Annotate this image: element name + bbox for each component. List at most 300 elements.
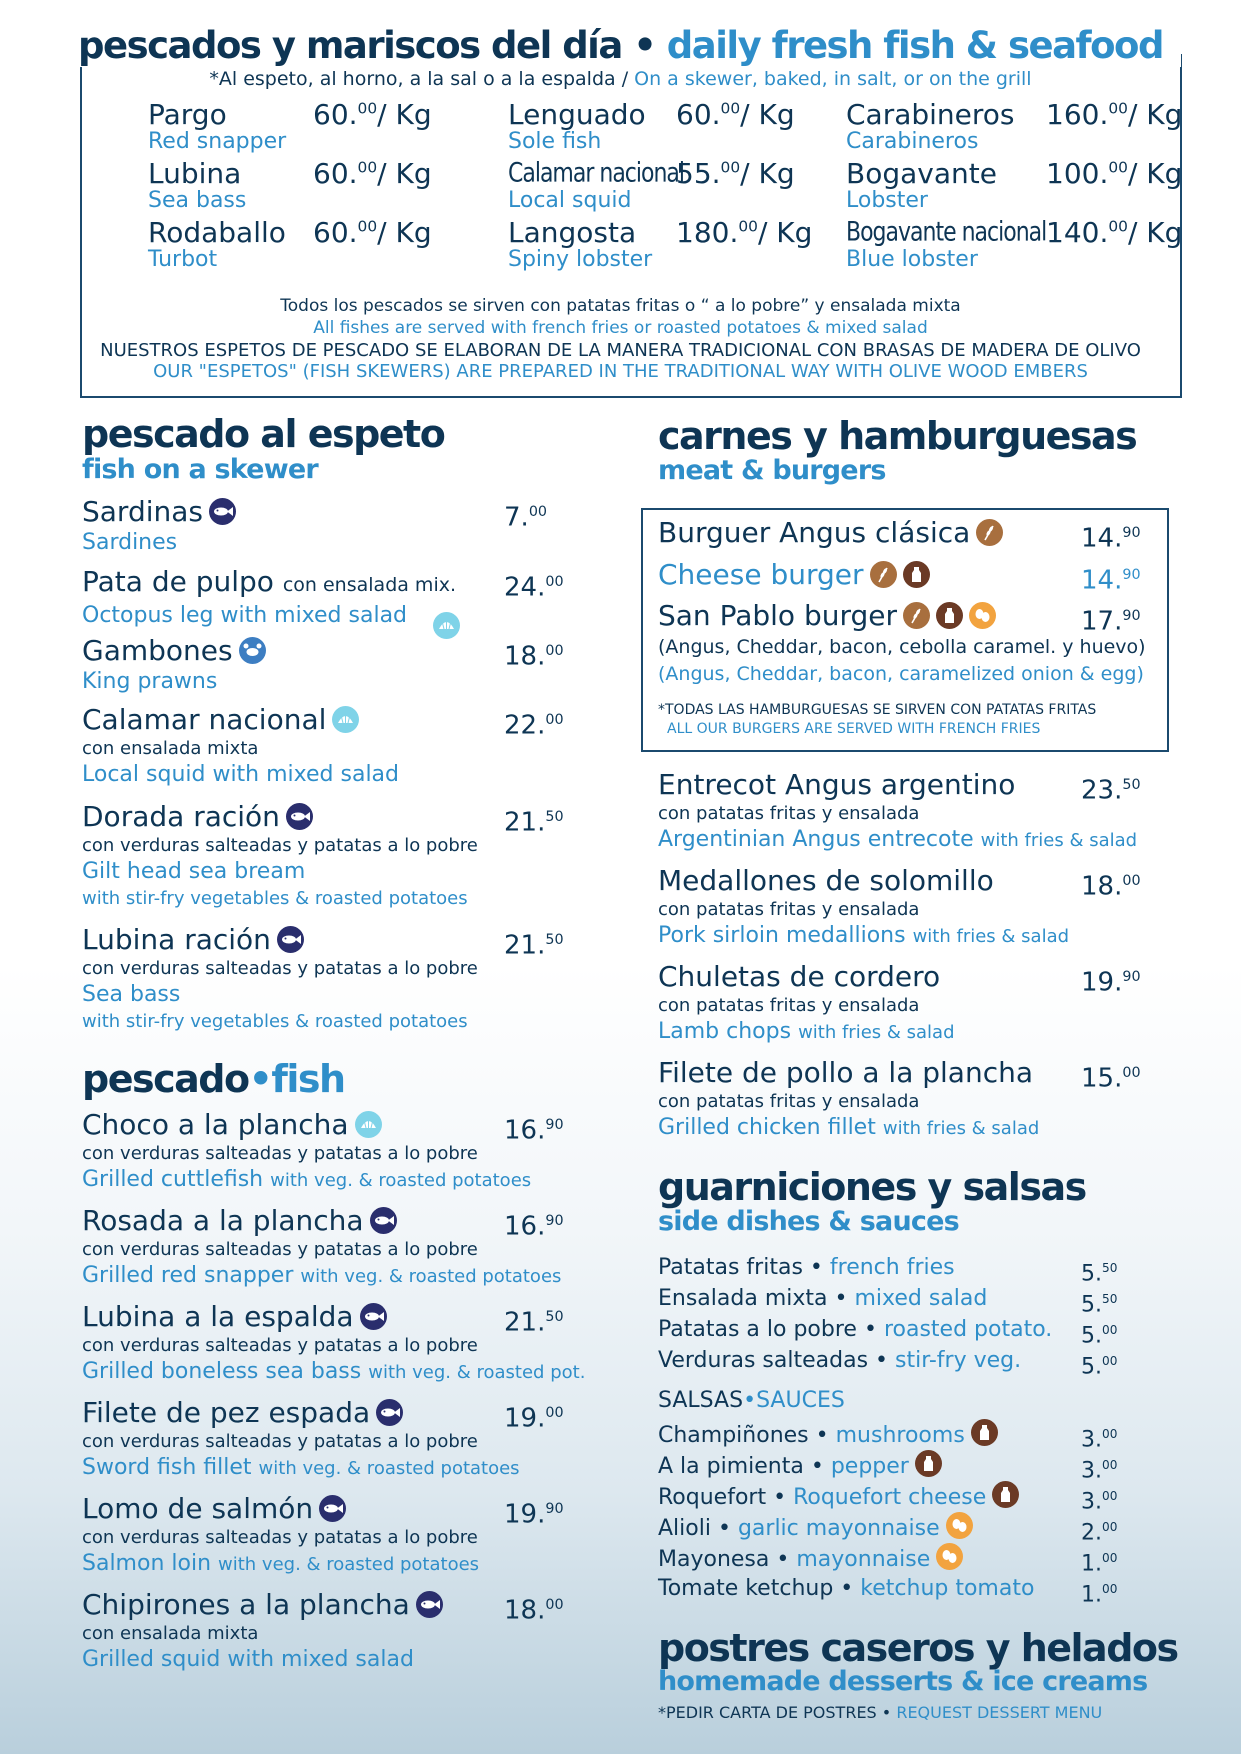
price-unit: / Kg [377,157,432,190]
title-es: pescados y mariscos del día [78,24,622,67]
daily-fish-item [846,98,1186,154]
item-en: mayonnaise [796,1547,931,1572]
fish-allergen-icon [277,926,304,953]
price-per-kg [1046,98,1182,131]
separator: • [840,1576,854,1601]
dish-en: Grilled red snapper [82,1263,294,1288]
fish-allergen-icon [416,1591,443,1618]
meat-desc-es: con patatas fritas y ensalada [658,803,920,824]
price-per-kg [1046,157,1182,190]
price-cents: 00 [545,1405,564,1421]
dish-item [82,634,602,695]
separator: • [776,1547,790,1572]
fish-allergen-icon [319,1495,346,1522]
price-cents: 00 [357,158,378,177]
burger-item [658,516,1178,554]
price-cents: 00 [720,158,741,177]
separator: • [773,1485,787,1510]
price-cents: 50 [1122,777,1141,793]
price-amount: 5. [1081,1261,1102,1287]
price [1081,558,1141,598]
gluten-allergen-icon [903,602,930,629]
price-amount: 16. [504,1211,546,1242]
meat-item [658,1056,1178,1142]
price-amount: 7. [504,502,529,533]
dish-en: Sword fish fillet [82,1455,252,1480]
daily-fish-item [508,216,848,272]
dish-en-detail: with veg. & roasted pot. [368,1362,586,1383]
price-cents: 00 [1108,217,1128,236]
daily-fish-item [846,216,1186,272]
dish-name-es: Lomo de salmón [82,1492,314,1525]
price-cents: 90 [1122,969,1141,985]
burger-name-text: Burguer Angus clásica [658,516,971,549]
salsas-heading [658,1388,845,1413]
meat-name-en [658,1114,1178,1142]
fish-name-en: Turbot [148,247,218,272]
dish-en: Grilled boneless sea bass [82,1359,362,1384]
fish-name-en: Lobster [846,188,928,213]
espeto-subheading: fish on a skewer [82,454,318,485]
item-es: Mayonesa [658,1547,770,1572]
price-unit: / Kg [1127,216,1183,249]
burger-item [658,558,1178,596]
dish-item [82,1108,602,1194]
sauce-item [658,1574,1178,1608]
side-item [658,1315,1178,1349]
carnes-heading: carnes y hamburguesas [658,414,1137,458]
price-cents: 50 [1102,1261,1118,1275]
price [1081,1056,1141,1096]
daily-fish-item [148,216,488,272]
price-cents: 00 [545,712,564,728]
fish-name-en: Red snapper [148,129,287,154]
item-es: Ensalada mixta [658,1286,828,1311]
fish-name-es: Bogavante nacional [846,217,1047,248]
egg-allergen-icon [936,1543,963,1570]
dish-name-es: Sardinas [82,495,203,528]
dish-item [82,1300,602,1386]
price [504,1300,564,1340]
meat-name-en [658,826,1178,854]
meat-item [658,768,1178,854]
dish-en-detail: with veg. & roasted potatoes [270,1170,532,1191]
price-cents: 00 [357,99,378,118]
sanpablo-desc-en: (Angus, Cheddar, bacon, caramelized onion & egg) [658,663,1144,685]
side-item [658,1346,1178,1380]
item-en: garlic mayonnaise [737,1516,940,1541]
price [1081,1574,1117,1610]
crab-allergen-icon [239,637,266,664]
dish-desc-es: con verduras salteadas y patatas a lo pobre [82,1527,478,1548]
sub-es: *Al espeto, al horno, a la sal o a la espalda / [209,68,629,90]
item-en: french fries [829,1255,955,1280]
item-en: mixed salad [854,1286,988,1311]
daily-fish-item [508,157,848,213]
dish-desc-en: with stir-fry vegetables & roasted potatoes [82,1011,468,1032]
daily-fish-item [508,98,848,154]
price-cents: 50 [545,809,564,825]
dish-desc-es: con verduras salteadas y patatas a lo pobre [82,1239,478,1260]
dish-name-en: King prawns [82,669,218,694]
dish-desc-es: con verduras salteadas y patatas a lo pobre [82,1335,478,1356]
gluten-allergen-icon [870,561,897,588]
milk-allergen-icon [971,1419,998,1446]
dish-desc-es: con verduras salteadas y patatas a lo pobre [82,1431,478,1452]
milk-allergen-icon [915,1450,942,1477]
price-unit: / Kg [740,157,795,190]
price-amount: 23. [1081,775,1123,806]
sub-en: On a skewer, baked, in salt, or on the grill [634,68,1032,90]
meat-en-detail: with fries & salad [882,1118,1040,1139]
meat-en-detail: with fries & salad [912,926,1070,947]
meat-en: Argentinian Angus entrecote [658,827,974,852]
price-per-kg [676,98,795,131]
price-cents: 90 [545,1213,564,1229]
dish-name-es: Calamar nacional [82,703,327,736]
burger-note-en: ALL OUR BURGERS ARE SERVED WITH FRENCH FRIES [667,721,1041,737]
price [504,703,564,743]
price [1081,960,1141,1000]
dish-name-es: Pata de pulpo [82,565,274,598]
dish-name-en [82,1262,602,1290]
price-cents: 50 [1102,1292,1118,1306]
dish-name-es: Lubina a la espalda [82,1300,354,1333]
price [504,1396,564,1436]
item-en: Roquefort cheese [793,1485,987,1510]
price-amount: 5. [1081,1323,1102,1349]
price-amount: 16. [504,1115,546,1146]
egg-allergen-icon [946,1512,973,1539]
daily-fish-item [846,157,1186,213]
dish-name-en: Local squid with mixed salad [82,762,400,787]
price-amount: 160. [1046,98,1109,131]
price [504,1492,564,1532]
fish-name-en: Local squid [508,188,632,213]
fish-name-en: Blue lobster [846,247,978,272]
dish-item [82,923,602,1035]
price-cents: 00 [1108,99,1128,118]
shell-allergen-icon [355,1111,382,1138]
sauce-item [658,1419,1178,1451]
price [504,1204,564,1244]
price-amount: 55. [676,157,721,190]
gluten-allergen-icon [976,519,1003,546]
price-per-kg [676,216,812,249]
title-en: daily fresh fish & seafood [666,24,1163,67]
dish-name-es: Chipirones a la plancha [82,1588,410,1621]
dish-name-en [82,1166,602,1194]
price-cents: 00 [1102,1354,1118,1368]
meat-desc-es: con patatas fritas y ensalada [658,1091,920,1112]
daily-fish-item [148,157,488,213]
price-amount: 60. [313,216,358,249]
price-amount: 3. [1081,1489,1102,1515]
dish-item [82,1204,602,1290]
burger-note-es: *TODAS LAS HAMBURGUESAS SE SIRVEN CON PATATAS FRITAS [658,702,1097,718]
fish-allergen-icon [286,803,313,830]
burger-item [658,599,1178,637]
fish-allergen-icon [360,1303,387,1330]
dish-name-en: Octopus leg with mixed salad [82,603,408,628]
separator: • [809,1255,823,1280]
fries-note-en: All fishes are served with french fries or roasted potatoes & mixed salad [313,318,928,338]
fish-name-es: Lenguado [508,98,646,131]
price [504,495,547,535]
price-cents: 00 [1102,1582,1118,1596]
dish-desc-es: con verduras salteadas y patatas a lo pobre [82,835,478,856]
pescado-heading-es: pescado [82,1057,249,1101]
price-cents: 00 [1102,1520,1118,1534]
dish-name-es: Lubina ración [82,923,271,956]
item-en: roasted potato. [883,1317,1053,1342]
item-es: Alioli [658,1516,711,1541]
price-unit: / Kg [377,98,432,131]
dish-extra: con ensalada mix. [282,574,457,596]
price [1081,599,1141,639]
price-amount: 60. [313,157,358,190]
item-es: Patatas fritas [658,1255,803,1280]
price-unit: / Kg [740,98,795,131]
price-cents: 00 [1102,1551,1118,1565]
espeto-note-en: OUR "ESPETOS" (FISH SKEWERS) ARE PREPARED IN THE TRADITIONAL WAY WITH OLIVE WOOD EMBERS [153,361,1088,382]
item-es: A la pimienta [658,1454,804,1479]
meat-item [658,864,1178,950]
meat-en: Pork sirloin medallions [658,923,906,948]
dish-desc-en: with stir-fry vegetables & roasted potatoes [82,888,468,909]
price [1081,768,1141,808]
postres-note [658,1703,1102,1722]
price-cents: 50 [545,932,564,948]
fish-allergen-icon [376,1399,403,1426]
sanpablo-desc-es: (Angus, Cheddar, bacon, cebolla caramel. y huevo) [658,636,1146,658]
pescado-heading-en: fish [271,1057,345,1101]
item-en: pepper [830,1454,909,1479]
dish-desc-es: con verduras salteadas y patatas a lo pobre [82,958,478,979]
price-per-kg [313,157,432,190]
milk-allergen-icon [936,602,963,629]
dish-item [82,1396,602,1482]
price [504,1588,564,1628]
item-es: Patatas a lo pobre [658,1317,857,1342]
price-cents: 00 [545,574,564,590]
postres-note-es: *PEDIR CARTA DE POSTRES • [658,1703,892,1722]
price-amount: 17. [1081,606,1123,637]
price-amount: 100. [1046,157,1109,190]
side-item [658,1253,1178,1287]
fish-allergen-icon [209,498,236,525]
price-amount: 19. [1081,967,1123,998]
price [504,923,564,963]
fish-name-es: Carabineros [846,98,1015,131]
price [1081,864,1141,904]
separator: • [834,1286,848,1311]
price-amount: 21. [504,1307,546,1338]
price-amount: 19. [504,1499,546,1530]
dish-en: Grilled cuttlefish [82,1167,264,1192]
item-en: ketchup tomato [860,1576,1035,1601]
meat-name-en [658,922,1178,950]
price-cents: 00 [528,504,548,520]
milk-allergen-icon [992,1481,1019,1508]
separator: • [717,1516,731,1541]
sauce-item [658,1481,1178,1513]
dish-name-es: Gambones [82,634,233,667]
price-cents: 00 [1108,158,1128,177]
fish-name-es: Rodaballo [148,216,286,249]
postres-note-en: REQUEST DESSERT MENU [896,1703,1103,1722]
price-cents: 00 [1102,1489,1118,1503]
dish-en-detail: with veg. & roasted potatoes [300,1266,562,1287]
guarniciones-subheading: side dishes & sauces [658,1206,959,1237]
price-amount: 1. [1081,1551,1102,1577]
dish-en-detail: with veg. & roasted potatoes [218,1554,480,1575]
price-cents: 00 [1102,1458,1118,1472]
dish-item [82,800,602,912]
item-es: Tomate ketchup [658,1576,834,1601]
sauce-item [658,1512,1178,1544]
price-amount: 180. [676,216,739,249]
price-amount: 2. [1081,1520,1102,1546]
price-cents: 90 [545,1501,564,1517]
dish-item [82,1588,602,1673]
price-amount: 21. [504,930,546,961]
meat-en-detail: with fries & salad [980,830,1138,851]
price-amount: 3. [1081,1458,1102,1484]
price-per-kg [676,157,795,190]
price-cents: 00 [1102,1323,1118,1337]
dish-en: Salmon loin [82,1551,212,1576]
price-cents: 00 [738,217,758,236]
postres-subheading: homemade desserts & ice creams [658,1666,1148,1697]
price-amount: 140. [1046,216,1109,249]
fish-name-es: Langosta [508,216,637,249]
price-cents: 00 [720,99,741,118]
dish-desc-es: con ensalada mixta [82,1623,259,1644]
salsas-en: SAUCES [756,1388,845,1413]
price-amount: 18. [504,641,546,672]
salsas-es: SALSAS [658,1388,744,1413]
price-cents: 00 [357,217,378,236]
dish-desc-es: con verduras salteadas y patatas a lo pobre [82,1143,478,1164]
price-cents: 90 [1122,608,1141,624]
egg-allergen-icon [969,602,996,629]
daily-fish-title [0,24,1241,67]
price-amount: 14. [1081,565,1123,596]
dish-name-en: Sea bass [82,982,181,1007]
separator: • [875,1348,889,1373]
fries-note-es: Todos los pescados se sirven con patatas fritas o “ a lo pobre” y ensalada mixta [280,296,961,316]
price-per-kg [313,98,432,131]
meat-item [658,960,1178,1046]
milk-allergen-icon [903,561,930,588]
price-cents: 00 [545,1597,564,1613]
separator: • [810,1454,824,1479]
price-amount: 22. [504,710,546,741]
fish-name-es: Pargo [148,98,227,131]
meat-desc-es: con patatas fritas y ensalada [658,995,920,1016]
price-unit: / Kg [757,216,813,249]
fish-name-en: Carabineros [846,129,979,154]
price-unit: / Kg [377,216,432,249]
price-per-kg [1046,216,1182,249]
dot: • [248,1057,272,1101]
meat-en-detail: with fries & salad [798,1022,955,1043]
dish-item [82,1492,602,1578]
meat-name: Medallones de solomillo [658,864,994,897]
price-unit: / Kg [1127,98,1183,131]
price-per-kg [313,216,432,249]
fish-name-en: Spiny lobster [508,247,653,272]
daily-fish-subtitle [0,68,1241,90]
price-unit: / Kg [1127,157,1183,190]
meat-name: Entrecot Angus argentino [658,768,1016,801]
meat-en: Lamb chops [658,1019,792,1044]
guarniciones-heading: guarniciones y salsas [658,1165,1086,1209]
meat-name: Filete de pollo a la plancha [658,1056,1034,1089]
dish-name-es: Dorada ración [82,800,280,833]
price-amount: 19. [504,1403,546,1434]
price-cents: 00 [1102,1427,1118,1441]
price-amount: 14. [1081,523,1123,554]
price-cents: 00 [545,643,564,659]
item-es: Champiñones [658,1423,809,1448]
dish-name-en [82,1358,602,1386]
dish-name-es: Choco a la plancha [82,1108,349,1141]
price-amount: 5. [1081,1292,1102,1318]
dish-item [82,703,602,788]
price [504,800,564,840]
meat-name-en [658,1018,1178,1046]
dish-name-en: Gilt head sea bream [82,859,306,884]
separator: • [863,1317,877,1342]
price-cents: 50 [545,1309,564,1325]
dish-name-es: Filete de pez espada [82,1396,371,1429]
price-amount: 18. [1081,871,1123,902]
sauce-item [658,1450,1178,1482]
item-es: Roquefort [658,1485,767,1510]
price [1081,516,1141,556]
price-amount: 24. [504,572,546,603]
burger-name-text: San Pablo burger [658,599,897,632]
fish-allergen-icon [370,1207,397,1234]
price-amount: 60. [676,98,721,131]
meat-en: Grilled chicken fillet [658,1115,876,1140]
dish-item [82,565,602,629]
dot: • [633,24,656,67]
fish-name-es: Bogavante [846,157,997,190]
dish-en: Grilled squid with mixed salad [82,1647,414,1672]
shell-allergen-icon [332,706,359,733]
daily-fish-item [148,98,488,154]
meat-name: Chuletas de cordero [658,960,941,993]
price-amount: 3. [1081,1427,1102,1453]
dish-name-en: Sardines [82,530,178,555]
fish-name-en: Sole fish [508,129,602,154]
fish-name-es: Calamar nacional [508,158,685,189]
meat-desc-es: con patatas fritas y ensalada [658,899,920,920]
fish-name-en: Sea bass [148,188,247,213]
price-cents: 00 [1122,1065,1141,1081]
price-cents: 90 [1122,567,1141,583]
price-cents: 90 [1122,525,1141,541]
espeto-heading: pescado al espeto [82,412,445,456]
item-en: stir-fry veg. [895,1348,1022,1373]
price-cents: 00 [1122,873,1141,889]
price [504,634,564,674]
dish-name-en [82,1454,602,1482]
item-es: Verduras salteadas [658,1348,869,1373]
